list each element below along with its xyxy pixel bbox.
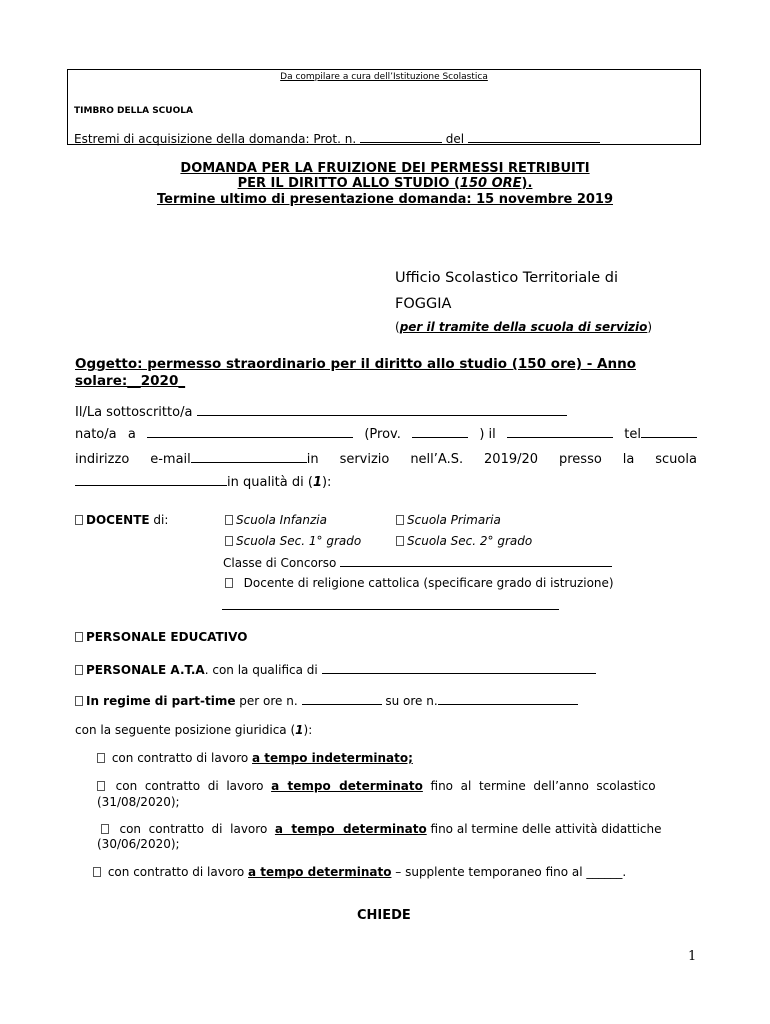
addressee-city: FOGGIA	[395, 296, 452, 312]
prot-number-field[interactable]	[360, 131, 442, 143]
docente-option[interactable]: DOCENTE di:	[75, 513, 168, 527]
contract-3-date: (30/06/2020);	[97, 837, 180, 851]
title-line-1: DOMANDA PER LA FRUIZIONE DEI PERMESSI RETRIBUITI	[180, 161, 590, 176]
title-line-2: PER IL DIRITTO ALLO STUDIO (150 ORE).	[237, 176, 533, 191]
parttime-su-ore-field[interactable]	[438, 693, 578, 705]
sec2-checkbox[interactable]	[396, 536, 404, 546]
infanzia-option[interactable]: Scuola Infanzia	[225, 513, 327, 527]
contract-supplente[interactable]: con contratto di lavoro a tempo determinato – supplente temporaneo fino al ______.	[93, 865, 626, 879]
parttime-checkbox[interactable]	[75, 696, 83, 706]
ata-option[interactable]: PERSONALE A.T.A. con la qualifica di	[75, 662, 596, 677]
birthplace-field[interactable]	[147, 426, 353, 438]
chiede-heading: CHIEDE	[357, 908, 411, 923]
contract-2-checkbox[interactable]	[97, 781, 105, 791]
school-stamp-label: TIMBRO DELLA SCUOLA	[74, 106, 193, 116]
religione-grade-field[interactable]	[222, 598, 559, 610]
acquisition-label: Estremi di acquisizione della domanda: Prot. n.	[74, 132, 357, 146]
docente-checkbox[interactable]	[75, 515, 83, 525]
parttime-ore-field[interactable]	[302, 693, 382, 705]
ata-checkbox[interactable]	[75, 665, 83, 675]
birth-line: nato/a a (Prov. ) il tel	[75, 426, 697, 442]
subject-line-1: Oggetto: permesso straordinario per il diritto allo studio (150 ore) - Anno	[75, 356, 636, 372]
addressee-note: (per il tramite della scuola di servizio)	[395, 320, 653, 334]
classe-concorso-field[interactable]	[340, 555, 612, 567]
primaria-checkbox[interactable]	[396, 515, 404, 525]
box-note: Da compilare a cura dell’Istituzione Scolastica	[280, 72, 488, 82]
school-field[interactable]	[75, 474, 227, 486]
primaria-option[interactable]: Scuola Primaria	[396, 513, 501, 527]
acquisition-line	[74, 131, 600, 146]
contract-determinato-attivita[interactable]: con contratto di lavoro a tempo determinato fino al termine delle attività didattiche	[97, 822, 662, 836]
contract-indeterminato[interactable]: con contratto di lavoro a tempo indeterminato;	[97, 751, 413, 765]
contract-2-date: (31/08/2020);	[97, 795, 180, 809]
contract-3-checkbox[interactable]	[101, 824, 109, 834]
ata-qualifica-field[interactable]	[322, 662, 596, 674]
religione-option[interactable]: Docente di religione cattolica (specificare grado di istruzione)	[225, 576, 614, 590]
phone-field[interactable]	[641, 426, 697, 438]
sottoscritto-line: Il/La sottoscritto/a	[75, 404, 567, 420]
birthdate-field[interactable]	[507, 426, 613, 438]
classe-concorso-line: Classe di Concorso	[223, 555, 612, 570]
educativo-option[interactable]: PERSONALE EDUCATIVO	[75, 630, 247, 644]
sec1-checkbox[interactable]	[225, 536, 233, 546]
province-field[interactable]	[412, 426, 468, 438]
posizione-line: con la seguente posizione giuridica (1):	[75, 723, 313, 737]
qualita-line: in qualità di (1):	[75, 474, 331, 490]
page-number: 1	[688, 949, 697, 964]
name-field[interactable]	[197, 404, 567, 416]
contract-1-checkbox[interactable]	[97, 753, 105, 763]
contract-4-checkbox[interactable]	[93, 867, 101, 877]
date-field[interactable]	[468, 131, 600, 143]
del-label: del	[445, 132, 465, 146]
acquisition-box	[67, 69, 701, 145]
email-field[interactable]	[191, 451, 307, 463]
contract-determinato-anno[interactable]: con contratto di lavoro a tempo determinato fino al termine dell’anno scolastico	[97, 779, 656, 793]
sec2-option[interactable]: Scuola Sec. 2° grado	[396, 534, 532, 548]
parttime-option[interactable]: In regime di part-time per ore n. su ore n.	[75, 693, 578, 708]
sec1-option[interactable]: Scuola Sec. 1° grado	[225, 534, 361, 548]
subject-line-2: solare:__2020_	[75, 373, 186, 389]
religione-checkbox[interactable]	[225, 578, 233, 588]
title-deadline: Termine ultimo di presentazione domanda: 15 novembre 2019	[156, 192, 613, 207]
educativo-checkbox[interactable]	[75, 632, 83, 642]
addressee-line-1: Ufficio Scolastico Territoriale di	[395, 270, 619, 286]
infanzia-checkbox[interactable]	[225, 515, 233, 525]
email-line: indirizzo e-mail in servizio nell’A.S. 2019/20 presso la scuola	[75, 452, 697, 467]
